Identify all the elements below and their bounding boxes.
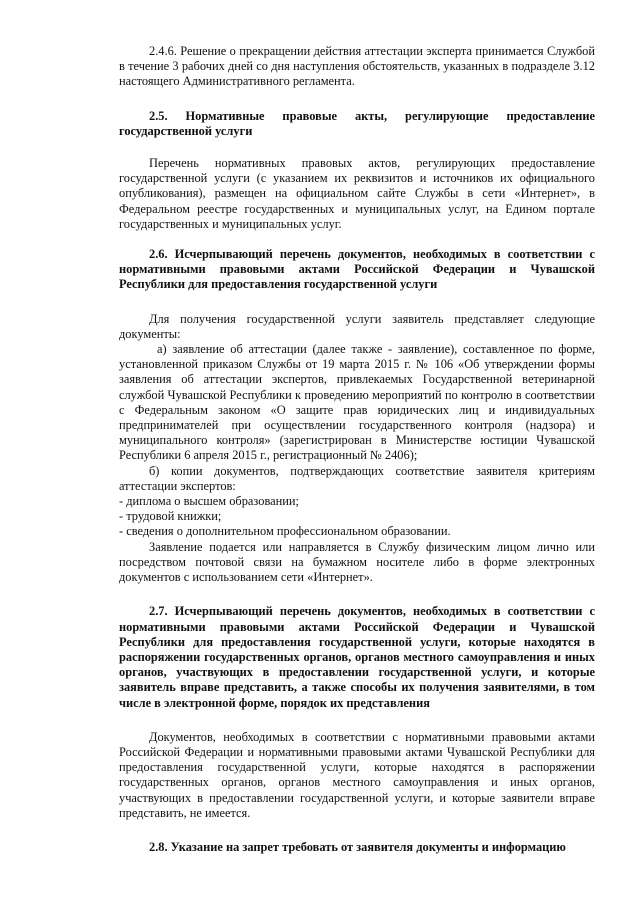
paragraph-2-7: Документов, необходимых в соответствии с нормативными правовыми актами Российской Федерации и нормативными правовыми актами Чувашской Республики для предоставления государственной услуги, которые находятся в распоряжении государственных органов, органов местного самоуправления и иных органов, участвующих в предоставлении государственной услуги, и которые заявители вправе представить, не имеется. — [119, 729, 595, 820]
paragraph-2-6-b: б) копии документов, подтверждающих соответствие заявителя критериям аттестации экспертов: — [119, 463, 595, 493]
paragraph-2-4-6: 2.4.6. Решение о прекращении действия аттестации эксперта принимается Службой в течение 3 рабочих дней со дня наступления обстоятельств, указанных в подразделе 3.12 настоящего Административного регламента. — [119, 44, 595, 89]
list-item-diploma: - диплома о высшем образовании; — [119, 494, 299, 509]
paragraph-2-6-a: а) заявление об аттестации (далее также - заявление), составленное по форме, установленной приказом Службы от 19 марта 2015 г. № 106 «Об утверждении формы заявления об аттестации экспертов, привлекаемых Государственной ветеринарной службой Чувашской Республики к проведению мероприятий по контролю в соответствии с Федеральным законом «О защите прав юридических лиц и индивидуальных предпринимателей при осуществлении государственного контроля (надзора) и муниципального контроля» (зарегистрирован в Министерстве юстиции Чувашской Республики 6 апреля 2015 г., регистрационный № 2406); — [119, 342, 595, 463]
paragraph-2-5: Перечень нормативных правовых актов, регулирующих предоставление государственной услуги (с указанием их реквизитов и источников их официального опубликования), размещен на официальном сайте Службы в сети «Интернет», в Федеральном реестре государственных и муниципальных услуг, на Едином портале государственных и муниципальных услуг. — [119, 156, 595, 231]
heading-2-8: 2.8. Указание на запрет требовать от заявителя документы и информацию — [149, 839, 566, 854]
paragraph-2-6-submit: Заявление подается или направляется в Службу физическим лицом лично или посредством почтовой связи на бумажном носителе либо в форме электронных документов с использованием сети «Интернет». — [119, 539, 595, 585]
document-page — [119, 44, 595, 855]
list-item-education: - сведения о дополнительном профессиональном образовании. — [119, 524, 451, 539]
heading-2-6: 2.6. Исчерпывающий перечень документов, необходимых в соответствии с нормативными правовыми актами Российской Федерации и Чувашской Республики для предоставления государственной услуги — [119, 247, 595, 292]
heading-2-7: 2.7. Исчерпывающий перечень документов, необходимых в соответствии с нормативными правовыми актами Российской Федерации и Чувашской Республики для предоставления государственной услуги, которые находятся в распоряжении государственных органов, органов местного самоуправления и иных органов, участвующих в предоставлении государственной услуги, и которые заявитель вправе представить, а также способы их получения заявителями, в том числе в электронной форме, порядок их представления — [119, 604, 595, 710]
paragraph-2-6-intro: Для получения государственной услуги заявитель представляет следующие документы: — [119, 311, 595, 341]
list-item-workbook: - трудовой книжки; — [119, 509, 222, 524]
heading-2-5: 2.5. Нормативные правовые акты, регулирующие предоставление государственной услуги — [119, 108, 595, 138]
